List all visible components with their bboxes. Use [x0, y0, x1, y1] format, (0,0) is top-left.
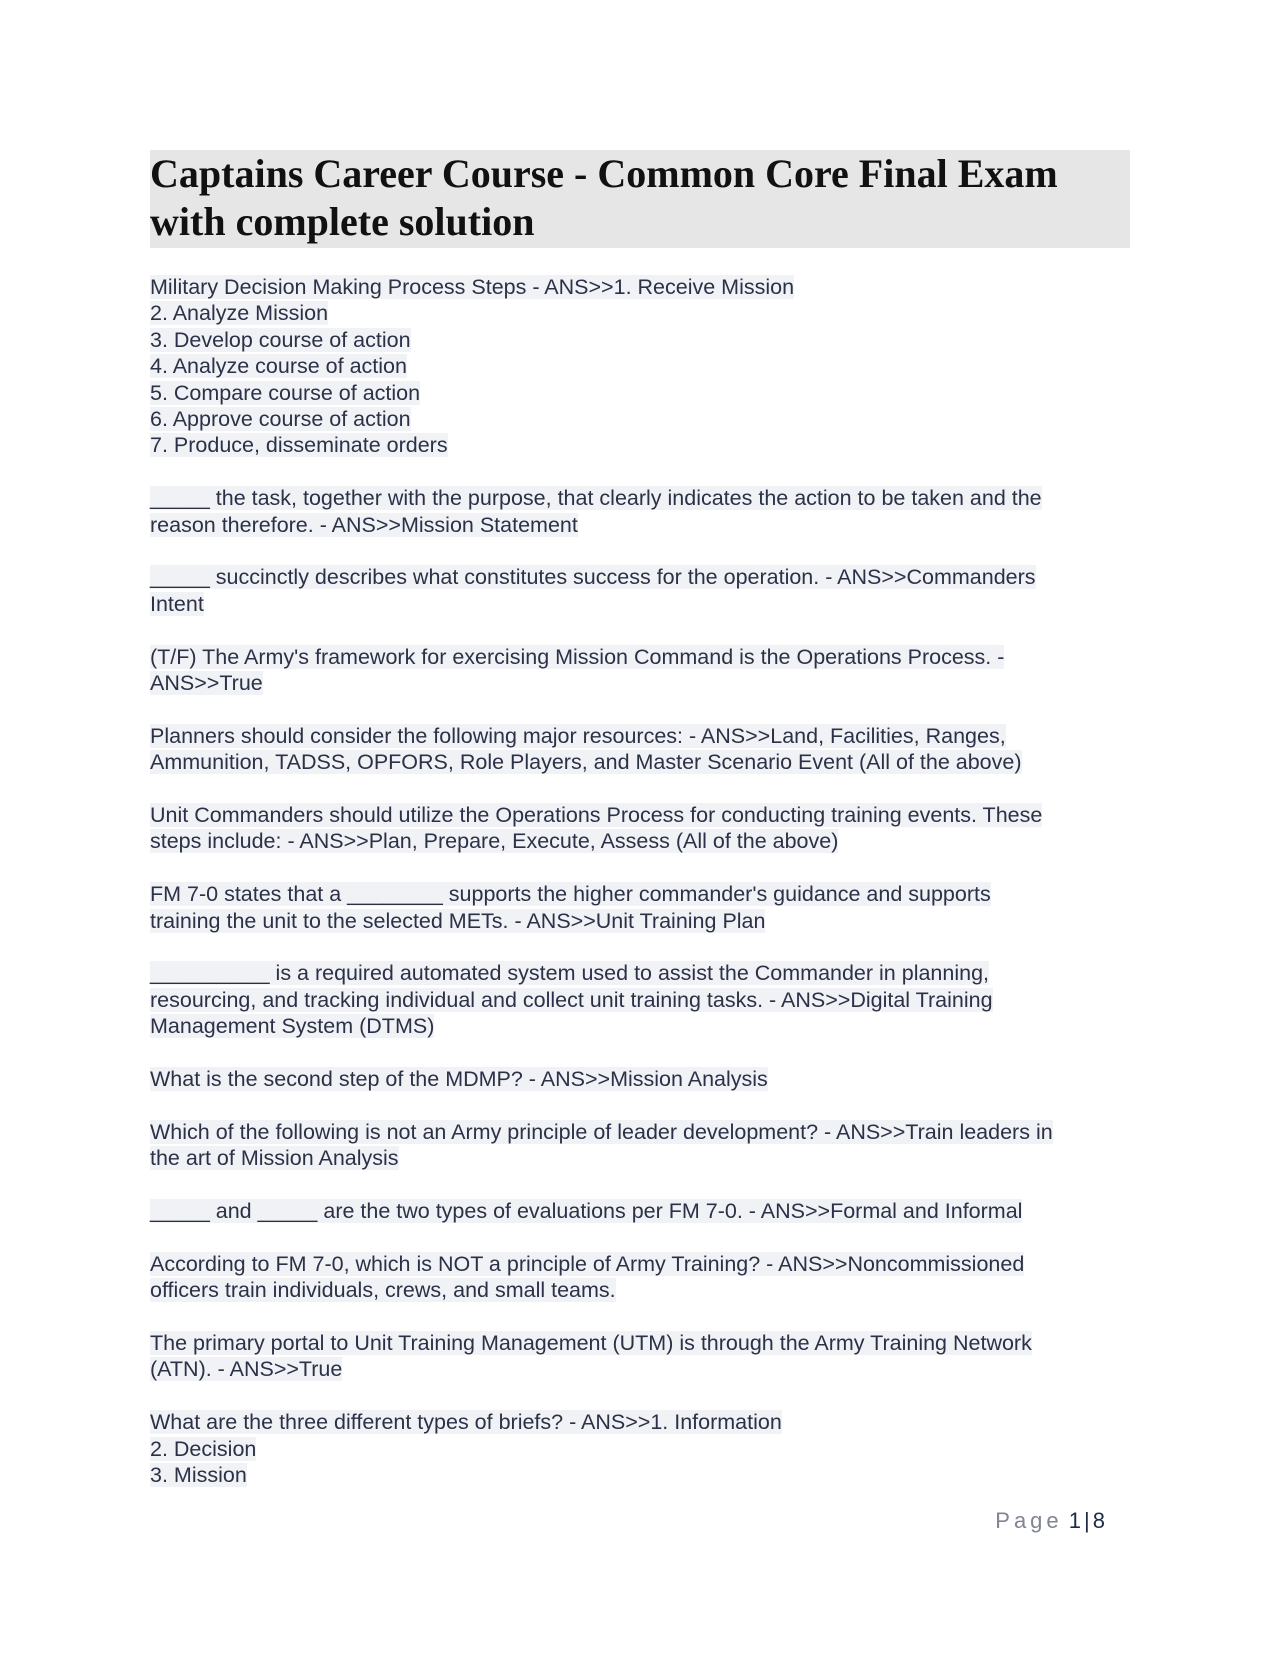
qa-line-text: 5. Compare course of action: [150, 380, 421, 405]
qa-line: [150, 353, 1140, 379]
qa-item: [150, 1198, 1140, 1224]
qa-line: [150, 327, 1140, 353]
qa-line-text: What are the three different types of briefs? - ANS>>1. Information: [150, 1410, 782, 1435]
qa-line-text: _____ the task, together with the purpose, that clearly indicates the action to be taken and the: [150, 486, 1042, 511]
qa-line: [150, 908, 1140, 934]
qa-line: [150, 1277, 1140, 1303]
qa-line: [150, 1119, 1140, 1145]
qa-line-text: Management System (DTMS): [150, 1014, 435, 1039]
qa-line-text: resourcing, and tracking individual and collect unit training tasks. - ANS>>Digital Training: [150, 987, 993, 1012]
qa-line-text: Unit Commanders should utilize the Operations Process for conducting training events. These: [150, 803, 1043, 828]
qa-item: [150, 274, 1140, 459]
qa-line-text: steps include: - ANS>>Plan, Prepare, Execute, Assess (All of the above): [150, 829, 839, 854]
qa-line-text: Intent: [150, 591, 204, 616]
qa-line: [150, 1013, 1140, 1039]
qa-line: [150, 1198, 1140, 1224]
qa-line: [150, 1066, 1140, 1092]
qa-line-text: ANS>>True: [150, 671, 263, 696]
current-page-number: 1: [1068, 1508, 1082, 1533]
qa-line-text: 4. Analyze course of action: [150, 354, 407, 379]
qa-line: [150, 274, 1140, 300]
qa-line-text: (ATN). - ANS>>True: [150, 1357, 343, 1382]
qa-line-text: Ammunition, TADSS, OPFORS, Role Players, and Master Scenario Event (All of the above): [150, 750, 1022, 775]
qa-line-text: _____ and _____ are the two types of evaluations per FM 7-0. - ANS>>Formal and Informal: [150, 1199, 1023, 1224]
qa-line-text: The primary portal to Unit Training Management (UTM) is through the Army Training Network: [150, 1331, 1032, 1356]
qa-line: [150, 1251, 1140, 1277]
qa-line-text: 2. Decision: [150, 1436, 257, 1461]
qa-line: [150, 512, 1140, 538]
qa-item: [150, 485, 1140, 538]
qa-line: [150, 432, 1140, 458]
qa-item: [150, 644, 1140, 697]
qa-line-text: According to FM 7-0, which is NOT a principle of Army Training? - ANS>>Noncommissioned: [150, 1251, 1025, 1276]
qa-line: [150, 749, 1140, 775]
qa-content: [150, 274, 1140, 1515]
page-footer: [900, 1508, 1105, 1534]
qa-line: [150, 485, 1140, 511]
qa-line: [150, 670, 1140, 696]
qa-line-text: 3. Mission: [150, 1463, 247, 1488]
qa-line-text: officers train individuals, crews, and small teams.: [150, 1278, 616, 1303]
qa-item: [150, 802, 1140, 855]
qa-line: [150, 960, 1140, 986]
qa-line: [150, 591, 1140, 617]
title-block: [150, 150, 1130, 248]
total-pages-number: 8: [1092, 1508, 1105, 1533]
qa-line-text: Which of the following is not an Army principle of leader development? - ANS>>Train leaders in: [150, 1119, 1053, 1144]
qa-line: [150, 1330, 1140, 1356]
qa-line-text: Military Decision Making Process Steps - ANS>>1. Receive Mission: [150, 275, 795, 299]
qa-item: [150, 881, 1140, 934]
qa-item: [150, 564, 1140, 617]
qa-line: [150, 406, 1140, 432]
qa-line: [150, 1356, 1140, 1382]
qa-line: [150, 881, 1140, 907]
qa-item: [150, 1066, 1140, 1092]
qa-line-text: (T/F) The Army's framework for exercising Mission Command is the Operations Process. -: [150, 644, 1005, 669]
qa-line: [150, 1409, 1140, 1435]
qa-item: [150, 723, 1140, 776]
qa-line-text: __________ is a required automated system used to assist the Commander in planning,: [150, 961, 990, 986]
qa-line: [150, 564, 1140, 590]
qa-line: [150, 300, 1140, 326]
qa-line: [150, 1145, 1140, 1171]
qa-line-text: Planners should consider the following major resources: - ANS>>Land, Facilities, Ranges,: [150, 723, 1006, 748]
qa-line-text: _____ succinctly describes what constitutes success for the operation. - ANS>>Commanders: [150, 565, 1036, 590]
qa-item: [150, 1409, 1140, 1488]
qa-line: [150, 380, 1140, 406]
page-label: Page: [995, 1508, 1063, 1533]
qa-line: [150, 987, 1140, 1013]
qa-line: [150, 802, 1140, 828]
qa-line-text: 2. Analyze Mission: [150, 301, 329, 326]
qa-line-text: FM 7-0 states that a ________ supports the higher commander's guidance and supports: [150, 882, 991, 907]
document-title: Captains Career Course - Common Core Final Exam with complete solution: [150, 151, 1058, 244]
qa-line: [150, 1436, 1140, 1462]
qa-item: [150, 960, 1140, 1039]
qa-line: [150, 828, 1140, 854]
qa-line-text: reason therefore. - ANS>>Mission Statement: [150, 512, 578, 537]
qa-line: [150, 644, 1140, 670]
qa-line-text: the art of Mission Analysis: [150, 1146, 399, 1171]
qa-line-text: What is the second step of the MDMP? - ANS>>Mission Analysis: [150, 1067, 768, 1092]
qa-item: [150, 1330, 1140, 1383]
qa-line: [150, 1462, 1140, 1488]
page-separator: |: [1084, 1508, 1090, 1533]
qa-item: [150, 1251, 1140, 1304]
qa-line-text: 3. Develop course of action: [150, 327, 411, 352]
qa-line-text: 7. Produce, disseminate orders: [150, 433, 448, 458]
qa-line-text: 6. Approve course of action: [150, 407, 411, 432]
qa-item: [150, 1119, 1140, 1172]
qa-line-text: training the unit to the selected METs. - ANS>>Unit Training Plan: [150, 908, 766, 933]
qa-line: [150, 723, 1140, 749]
